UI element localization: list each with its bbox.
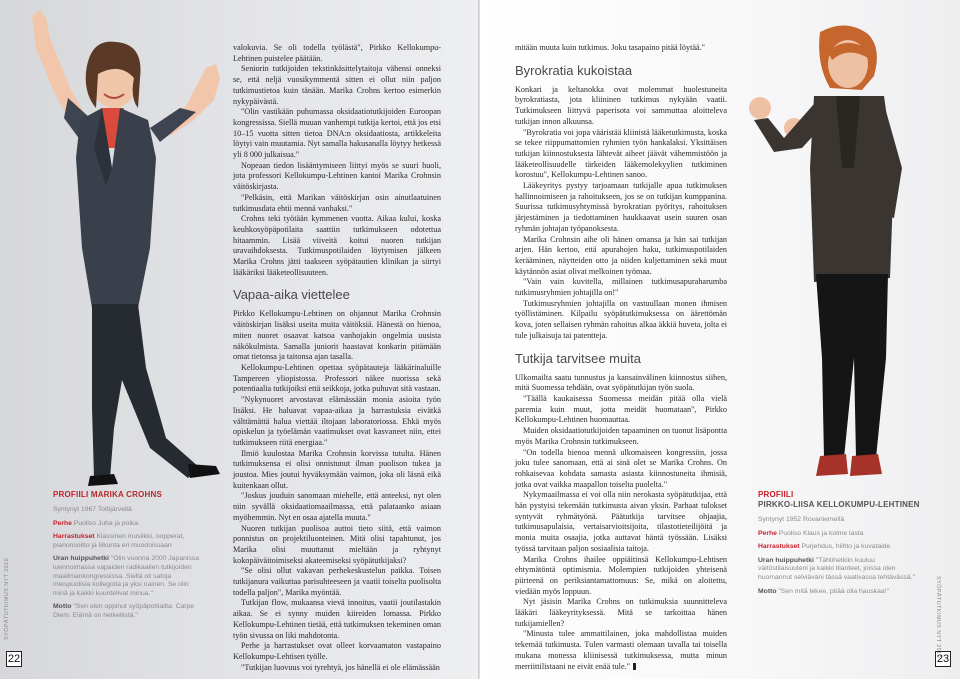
article-paragraph: Nykymaailmassa ei voi olla niin nerokasta syöpätutkijaa, että hän pystyisi tekemään tutkimusta aivan yksin. Parhaat tulokset syntyvät ryhmätyönä. Päätutkija tarvitsee ohjaajia, tutkimusapulaisia, vertaisarvioitsijoita, tilastotieteilijöitä ja monia muita osaajia, jotka auttavat häntä työssään. Lisäksi työssä tarvitaan paljon sosiaalisia taitoja. <box>515 490 727 553</box>
article-paragraph: Marika Crohns ihailee oppiäitinsä Kellokumpu-Lehtisen ehtymätöntä optimismia. Molempien tutkijoiden yhteisenä piirteenä on periksiantamattomuus: Se, mikä on aloitettu, viedään myös loppuun. <box>515 554 727 596</box>
article-paragraph: Muiden oksidaatiotutkijoiden tapaaminen on tuonut lisäpontta myös Marika Crohnsin tutkimukseen. <box>515 426 727 446</box>
profile-box-pirkko-liisa <box>758 490 924 601</box>
article-paragraph: Pirkko Kellokumpu-Lehtinen on ohjannut Marika Crohnsin väitöskirjan lisäksi useita muita väitöksiä. Hänestä on hienoa, miten nuoret osaavat katsoa vanhojakin ongelmia uusista näkökulmista. Samalla juniorit haastavat konkarin pitämään omat tietonsa ja taitonsa ajan tasalla. <box>233 309 441 362</box>
article-paragraph: Perhe ja harrastukset ovat olleet korvaamaton vastapaino Kellokumpu-Lehtisen työlle. <box>233 641 441 661</box>
article-paragraph: Nuoren tutkijan puolisoa auttoi tieto siitä, että vaimon ponnistus on projektiluonteinen. Mitä olisi tapahtunut, jos Marika olisi muuttanut mieltään ja ryhtynyt kokopäiväitoimiseksi akateemiseksi syöpätutkijaksi? <box>233 523 441 565</box>
profile-motto: Motto "Sen olen oppinut syöpäpotilailta: Carpe Diem. Elämä on hetkellistä." <box>53 603 195 619</box>
article-paragraph: Konkari ja keltanokka ovat molemmat huolestuneita byrokratiasta, jota kliininen tutkimus nykyään vaatii. Tutkimukseen liittyvä paperisota voi sammuttaa aloitteleva tutkijan innon alkuunsa. <box>515 84 727 126</box>
profile-name: MARIKA CROHNS <box>90 490 163 499</box>
profile-born: Syntynyt 1952 Rovaniemellä <box>758 516 845 523</box>
article-paragraph: Tutkijan flow, mukaansa vievä innoitus, vaatii joutilastakin aikaa. Se ei synny muiden kiireiden lomassa. Pirkko Kellokumpu-Lehtinen tietää, että tutkimuksen tekeminen oman työn sivussa on liki mahdotonta. <box>233 598 441 640</box>
article-column-2 <box>515 43 727 672</box>
profile-career: Uran huippuhetki "Olin vuonna 2000 Japanissa luennoimassa vapaiden radikaalien tutkijoiden maailmankongressissa. Siellä oli satoja miespuolisia kollegoita ja yksi nainen. Se olin minä ja kaikki kuuntelivat minua." <box>53 555 199 597</box>
profile-title: PROFIILI PIRKKO-LIISA KELLOKUMPU-LEHTINEN <box>758 490 920 509</box>
photo-marika-crohns <box>10 8 235 488</box>
article-column-1 <box>233 43 441 673</box>
article-paragraph: "Olin vastikään puhumassa oksidaatiotutkijoiden Euroopan kongressissa. Siellä muuan vanhempi tutkija kertoi, että jos etsi 10–15 vuotta sitten tietoa DNA:n oksidaatiosta, artikkeleita löytyi vain muutamia. Nyt samalla hakusanalla löytyy hetkessä yli 8 000 julkaisua." <box>233 107 441 160</box>
article-paragraph: Nyt jäsisin Marika Crohns on tutkimuksia suunnitteleva lääkäri lääkeyrityksessä. Mitä se tarkoittaa hänen tutkijamiellen? <box>515 597 727 628</box>
end-mark <box>633 663 636 670</box>
profile-family: Perhe Puoliso Klaus ja kolme lasta <box>758 529 864 537</box>
article-paragraph: Kellokumpu-Lehtinen opettaa syöpätauteja lääkärinaluille Tampereen yliopistossa. Professori näkee nuorissa sekä potentiaalia tutkijoiksi että seikkoja, jotka puhuvat sitä vastaan. <box>233 362 441 394</box>
article-paragraph: "Se olisi ollut vakavan perhekeskustelun paikka. Toisen tutkijanura vaikuttaa parisuhteeseen ja vaatii toiselta puolisolta todella paljon", Marika myöntää. <box>233 566 441 597</box>
photo-pirkko-liisa-kellokumpu-lehtinen <box>744 18 904 488</box>
profile-title: PROFIILI MARIKA CROHNS <box>53 490 163 499</box>
profile-hobbies: Harrastukset Purjehdus, hiihto ja kuvataide <box>758 543 891 551</box>
article-paragraph: "Vain vain kuvitella, millainen tutkimusapuraharumba tutkimusryhmien johtajilla on!" <box>515 277 727 298</box>
profile-name: PIRKKO-LIISA KELLOKUMPU-LEHTINEN <box>758 500 920 509</box>
vertical-running-head-right: SYÖPÄTUTKIMUS NYT 2010 <box>935 576 941 659</box>
page-number-right: 23 <box>936 653 950 665</box>
article-paragraph: Seniorin tutkijoiden tekstinkäsittelytaitoja vähensi onneksi se, että neljä vuosikymmentä sitten ei ollut niin paljon tutkimustietoa kuin tänään. Marika Crohns kertoo esimerkin nykypäivästä. <box>233 64 441 106</box>
article-paragraph: Lääkeyritys pystyy tarjoamaan tutkijalle apua tutkimuksen hallinnoimiseen ja rahoitukseen, jos se on tutkijan kumppanina. Suurissa tutkimusyhtymissä byrokratian pyöritys, rahoituksen järjestäminen ja tiedottaminen haukkaavat usein suuren osan ryhmän johtajan työpanoksesta. <box>515 181 727 233</box>
right-page <box>480 0 960 679</box>
article-paragraph: "Tutkijan luovuus voi tyrehtyä, jos hänellä ei ole elämässään <box>241 662 440 672</box>
article-paragraph: Marika Crohnsin aihe oli hänen omansa ja hän sai tutkijan arjen. Hän kertoo, että apurahojen haku, tutkimuspotilaiden kerääminen, näytteiden otto ja niiden kuljettaminen sekä muut käytännön asiat olivat melkoinen työmaa. <box>515 234 727 276</box>
page-number-left: 22 <box>7 653 21 665</box>
article-paragraph: Tutkimusryhmien johtajilla on vastuullaan monen ihmisen työllistäminen. Kilpailu syöpätutkimuksessa on äärettömän kova, joten sellaisen ryhmän rahoitus alkaa äkkiä huveta, jolta ei tule julkaisuja tai patentteja. <box>515 298 727 340</box>
article-paragraph: "Pelkäsin, että Marikan väitöskirjan osin ainutlaatuinen tutkimusdata ehtii mennä vanhaksi." <box>233 192 441 213</box>
article-paragraph: "Täällä kaukaisessa Suomessa meidän pitää olla vielä paremia kuin muut, jotta meidät huomataan", Pirkko Kellokumpu-Lehtinen huomauttaa. <box>515 393 727 425</box>
article-paragraph: valokuvia. Se oli todella työlästä", Pirkko Kellokumpu-Lehtinen puistelee päätään. <box>233 43 441 63</box>
vertical-running-head-left: SYÖPÄTUTKIMUS NYT 2010 <box>4 557 10 640</box>
profile-career: Uran huippuhetki "Tähtihetkiin kuuluu väitöstilaisuuteni ja kaikki tilanteet, joissa olen huomannut selviäväni tässä vaativassa tehtävässä." <box>758 556 915 581</box>
article-paragraph: "Joskus jouduin sanomaan miehelle, että anteeksi, nyt olen niin syvällä oksidaatiomaailmassa, että palataanko asiaan myöhemmin. Nyt en osaa ajatella muuta." <box>233 491 441 522</box>
profile-born: Syntynyt 1967 Tottijärvellä <box>53 506 132 513</box>
article-paragraph: "On todella hienoa mennä ulkomaiseen kongressiin, jossa joku tulee sanomaan, että ai sinä olet se Marika Crohns. On rohkaisevaa kohdata samasta asiasta kiinnostuneita ihmisiä, jotka ovat vaikka maapallon toiselta puolelta." <box>515 447 727 489</box>
profile-box-marika <box>53 490 203 626</box>
article-paragraph: Crohns teki työtään kymmenen vuotta. Aikaa kului, koska keuhkosyöpäpotilaita saattiin tutkimukseen odotettua hitaammin. Lisää viiveitä koitui nuoren tutkijan uravaihdoksesta. Tutkimuspotilaiden löytymisen jälkeen Marika Crohns jätti taakseen syöpätautien klinikan ja siirtyi lääkäriksi lääketeollisuuteen. <box>233 214 441 277</box>
heading-tutkija: Tutkija tarvitsee muita <box>515 350 641 366</box>
article-paragraph: Nopeaan tiedon lisääntymiseen liittyi myös se suuri huoli, jota professori Kellokumpu-Lehtinen kantoi Marika Crohnsin väitöskirjasta. <box>233 160 441 192</box>
heading-vapaa-aika: Vapaa-aika viettelee <box>233 287 350 303</box>
article-paragraph: "Byrokratia voi jopa vääristää kliinistä lääketutkimusta, koska se tekee riippumattomien ryhmien työn hankalaksi. Yksittäisen tutkijan kiinnostuksesta lähtevät aiheet jäävät vähemmistöön ja lääketeollisuudelle tärkeiden lääkemolekyylien tutkiminen korostuu", Kellokumpu-Lehtinen sanoo. <box>515 127 727 180</box>
article-paragraph: "Nykynuoret arvostavat elämässään monia asioita työn lisäksi. He haluavat vapaa-aikaa ja harrastuksia eivätkä välttämättä halua viettää iltojaan laboratoriossa. Ehkä myös opiskelun ja työelämän vaatimukset ovat kasvaneet niin, ettei tutkimukseen riitä energiaa." <box>233 395 441 447</box>
profile-motto: Motto "Sen mitä tekee, pitää olla hauskaa!" <box>758 587 890 595</box>
article-paragraph: "Minusta tulee ammattilainen, joka mahdollistaa muiden tekemää tutkimusta. Tulen varmasti olemaan tavalla tai toisella mukana monessa kliinisessä tutkimuksessa, mutta minun merriittilistaani ne eivät enää tule." <box>515 629 727 671</box>
article-paragraph: Ilmiö kuulostaa Marika Crohnsin korvissa tutulta. Hänen tutkimuksensa ei olisi onnistunut ilman puolison tukea ja joustoa. Mies joutui hyväksymään vaimon, joka oli läsnä eikä kuitenkaan ollut. <box>233 448 441 490</box>
profile-hobbies: Harrastukset Klassinen musiikki, oopperat, pianonsoitto ja liikunta eri muodoissaan <box>53 533 185 549</box>
heading-byrokratia: Byrokratia kukoistaa <box>515 62 633 78</box>
article-paragraph: Ulkomailta saatu tunnustus ja kansainvälinen kiinnostus siihen, mitä Suomessa tehdään, ovat syöpätutkijan työn suola. <box>515 372 727 393</box>
profile-family: Perhe Puoliso Juha ja poika <box>53 519 139 527</box>
article-paragraph: mitään muuta kuin tutkimus. Joku tasapaino pitää löytää." <box>515 43 706 52</box>
